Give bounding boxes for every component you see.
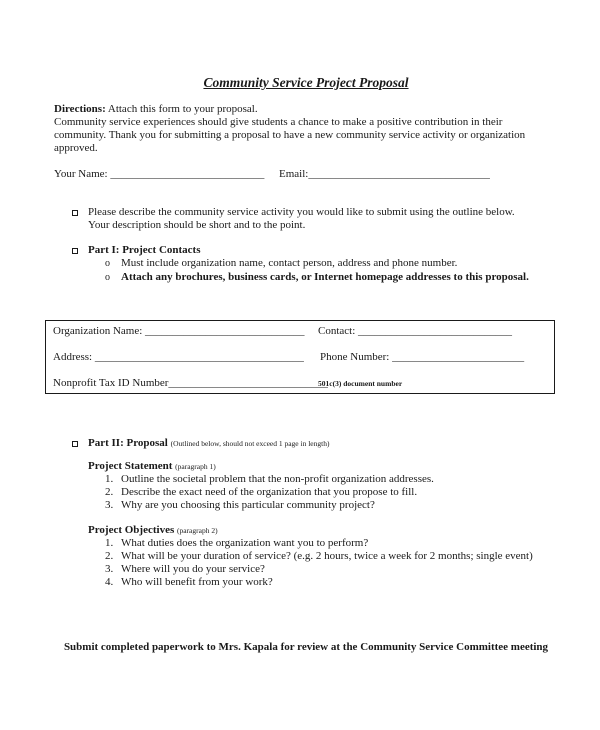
project-objectives-heading-line <box>88 524 218 537</box>
project-objectives-note: (paragraph 2) <box>176 526 218 535</box>
address-field[interactable]: Address: ______________________________________ <box>53 351 304 363</box>
nonprofit-tax-id-field[interactable]: Nonprofit Tax ID Number_____________________________ <box>53 377 328 389</box>
statement-item-2: Describe the exact need of the organization that you propose to fill. <box>121 486 418 498</box>
statement-item-3: Why are you choosing this particular community project? <box>121 499 375 511</box>
project-statement-heading: Project Statement <box>88 460 173 472</box>
directions-label: Directions: <box>54 103 106 115</box>
organization-name-field[interactable]: Organization Name: _____________________________ <box>53 325 305 337</box>
submission-instructions: Submit completed paperwork to Mrs. Kapala for review at the Community Service Committee meeting <box>63 641 549 653</box>
list-number: 4. <box>105 576 114 588</box>
list-number: 3. <box>105 563 114 575</box>
your-name-field[interactable]: Your Name: ____________________________ <box>54 168 265 180</box>
circle-bullet-icon: o <box>105 258 110 269</box>
project-statement-heading-line <box>88 460 216 473</box>
project-objectives-heading: Project Objectives <box>88 524 175 536</box>
document-title: Community Service Project Proposal <box>203 75 409 90</box>
part2-note: (Outlined below, should not exceed 1 page in length) <box>170 439 330 448</box>
directions-line-4: approved. <box>54 142 98 154</box>
part1-heading: Part I: Project Contacts <box>88 244 201 256</box>
document-number-label: 501c(3) document number <box>318 379 403 388</box>
list-number: 1. <box>105 537 114 549</box>
directions-line-1 <box>54 103 258 116</box>
circle-bullet-icon: o <box>105 272 110 283</box>
list-number: 2. <box>105 550 114 562</box>
square-bullet-icon <box>72 248 78 254</box>
square-bullet-icon <box>72 441 78 447</box>
objective-item-1: What duties does the organization want you to perform? <box>121 537 369 549</box>
directions-line-3: community. Thank you for submitting a proposal to have a new community service activity or organization <box>54 129 526 141</box>
instruction-line-2: Your description should be short and to the point. <box>88 219 306 231</box>
list-number: 3. <box>105 499 114 511</box>
phone-number-field[interactable]: Phone Number: ________________________ <box>320 351 525 363</box>
objective-item-3: Where will you do your service? <box>121 563 265 575</box>
instruction-line-1: Please describe the community service activity you would like to submit using the outline below. <box>88 206 515 218</box>
directions-text: Attach this form to your proposal. <box>105 103 258 115</box>
project-statement-note: (paragraph 1) <box>175 462 216 471</box>
part1-sub-item-2: Attach any brochures, business cards, or Internet homepage addresses to this proposal. <box>121 271 529 283</box>
objective-item-2: What will be your duration of service? (e.g. 2 hours, twice a week for 2 months; single event) <box>121 550 533 562</box>
square-bullet-icon <box>72 210 78 216</box>
list-number: 2. <box>105 486 114 498</box>
part1-sub-item-1: Must include organization name, contact person, address and phone number. <box>121 257 458 269</box>
list-number: 1. <box>105 473 114 485</box>
part2-heading: Part II: Proposal <box>88 437 168 449</box>
email-field[interactable]: Email:_________________________________ <box>279 168 490 180</box>
objective-item-4: Who will benefit from your work? <box>121 576 273 588</box>
part2-heading-line <box>88 437 329 450</box>
statement-item-1: Outline the societal problem that the non-profit organization addresses. <box>121 473 434 485</box>
contact-field[interactable]: Contact: ____________________________ <box>318 325 513 337</box>
directions-line-2: Community service experiences should give students a chance to make a positive contribution in their <box>54 116 503 128</box>
